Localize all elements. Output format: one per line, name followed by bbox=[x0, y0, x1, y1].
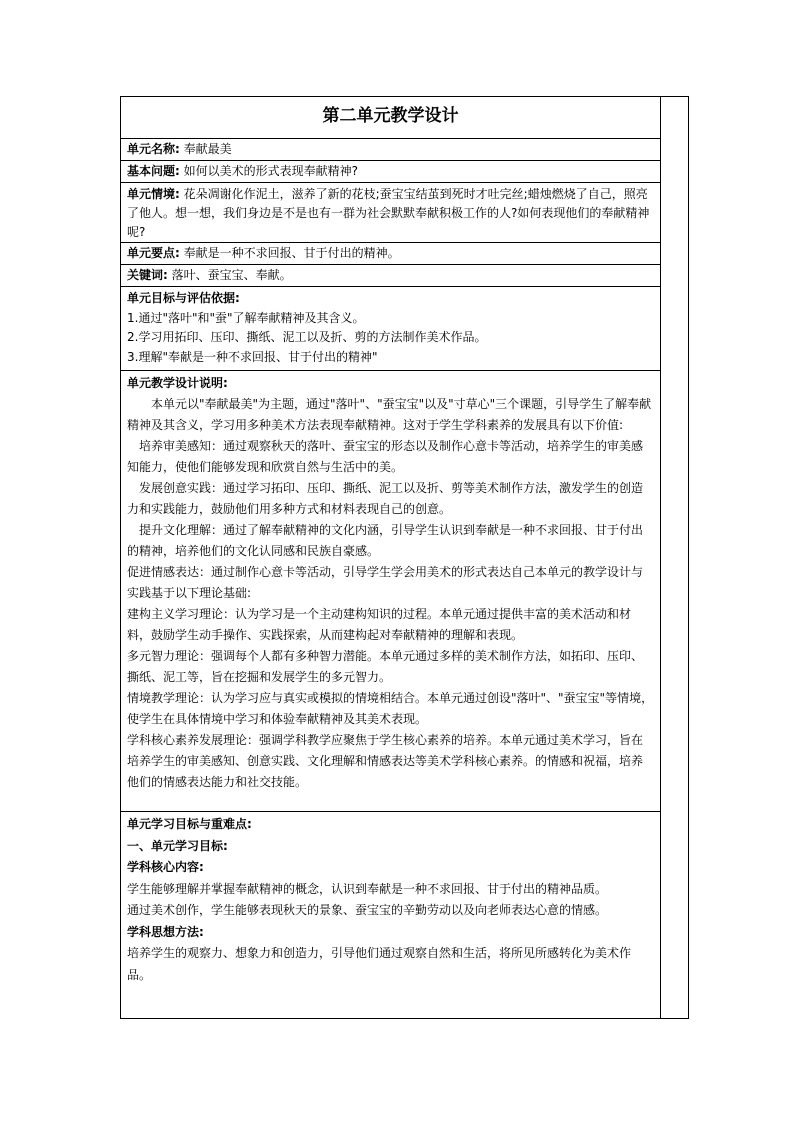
keywords-row bbox=[121, 265, 660, 287]
core-content-item: 通过美术创作，学生能够表现秋天的景象、蚕宝宝的辛勤劳动以及向老师表达心意的情感。 bbox=[127, 903, 608, 917]
table-main-column bbox=[121, 97, 660, 1024]
goal-item: 3.理解"奉献是一种不求回报、甘于付出的精神" bbox=[127, 349, 378, 364]
goals-heading: 单元目标与评估依据: bbox=[127, 291, 240, 305]
goals-row bbox=[121, 287, 660, 371]
core-content-label: 学科核心内容: bbox=[127, 860, 204, 874]
theory-paragraph: 情境教学理论：认为学习应与真实或模拟的情境相结合。本单元通过创设"落叶"、"蚕宝宝"等情境，使学生在具体情境中学习和体验奉献精神及其美术表现。 bbox=[127, 691, 654, 726]
basic-question-value: 如何以美术的形式表现奉献精神? bbox=[183, 164, 359, 178]
theory-paragraph: 促进情感表达：通过制作心意卡等活动，引导学生学会用美术的形式表达自己本单元的教学设计与实践基于以下理论基础: bbox=[127, 565, 644, 600]
basic-question-label: 基本问题: bbox=[127, 164, 180, 178]
keywords-value: 落叶、蚕宝宝、奉献。 bbox=[171, 268, 292, 282]
design-notes-row bbox=[121, 371, 660, 812]
design-notes-intro: 本单元以"奉献最美"为主题，通过"落叶"、"蚕宝宝"以及"寸草心"三个课题，引导学生了解奉献精神及其含义，学习用多种美术方法表现奉献精神。这对于学生学科素养的发展具有以下价值: bbox=[127, 397, 652, 432]
unit-context-row bbox=[121, 183, 660, 243]
basic-question-row bbox=[121, 161, 660, 183]
theory-paragraph: 多元智力理论：强调每个人都有多种智力潜能。本单元通过多样的美术制作方法，如拓印、压印、撕纸、泥工等，旨在挖掘和发展学生的多元智力。 bbox=[127, 649, 644, 684]
unit-name-value: 奉献最美 bbox=[183, 142, 232, 156]
unit-key-points-value: 奉献是一种不求回报、甘于付出的精神。 bbox=[183, 246, 400, 260]
unit-name-row bbox=[121, 139, 660, 161]
design-notes-heading: 单元教学设计说明: bbox=[127, 376, 228, 390]
learning-sub-heading: 一、单元学习目标: bbox=[127, 838, 228, 853]
value-paragraph: 培养审美感知：通过观察秋天的落叶、蚕宝宝的形态以及制作心意卡等活动，培养学生的审美感知能力，使他们能够发现和欣赏自然与生活中的美。 bbox=[127, 439, 644, 474]
unit-key-points-row bbox=[121, 243, 660, 265]
page-title: 第二单元教学设计 bbox=[121, 97, 660, 139]
lesson-plan-table bbox=[120, 96, 689, 1019]
unit-key-points-label: 单元要点: bbox=[127, 246, 180, 260]
theory-paragraph: 建构主义学习理论：认为学习是一个主动建构知识的过程。本单元通过提供丰富的美术活动和材料，鼓励学生动手操作、实践探索，从而建构起对奉献精神的理解和表现。 bbox=[127, 607, 632, 642]
goal-item: 1.通过"落叶"和"蚕"了解奉献精神及其含义。 bbox=[127, 310, 365, 325]
keywords-label: 关键词: bbox=[127, 268, 168, 282]
side-column-divider bbox=[660, 97, 661, 1018]
value-paragraph: 提升文化理解：通过了解奉献精神的文化内涵，引导学生认识到奉献是一种不求回报、甘于付出的精神，培养他们的文化认同感和民族自豪感。 bbox=[127, 523, 644, 558]
theory-paragraph: 学科核心素养发展理论：强调学科教学应聚焦于学生核心素养的培养。本单元通过美术学习，旨在培养学生的审美感知、创意实践、文化理解和情感表达等美术学科核心素养。的情感和祝福，培养他们的情感表达能力和社交技能。 bbox=[127, 733, 644, 789]
unit-context-value: 花朵凋谢化作泥土，滋养了新的花枝;蚕宝宝结茧到死时才吐完丝;蜡烛燃烧了自己，照亮了他人。想一想，我们身边是不是也有一群为社会默默奉献积极工作的人?如何表现他们的奉献精神呢? bbox=[127, 187, 650, 239]
goal-item: 2.学习用拓印、压印、撕纸、泥工以及折、剪的方法制作美术作品。 bbox=[127, 330, 487, 344]
unit-context-label: 单元情境: bbox=[127, 187, 180, 201]
core-content-item: 学生能够理解并掌握奉献精神的概念，认识到奉献是一种不求回报、甘于付出的精神品质。 bbox=[127, 881, 608, 896]
value-paragraph: 发展创意实践：通过学习拓印、压印、撕纸、泥工以及折、剪等美术制作方法，激发学生的创造力和实践能力，鼓励他们用多种方式和材料表现自己的创意。 bbox=[127, 481, 644, 516]
unit-name-label: 单元名称: bbox=[127, 142, 180, 156]
method-label: 学科思想方法: bbox=[127, 924, 204, 939]
method-item: 培养学生的观察力、想象力和创造力，引导他们通过观察自然和生活，将所见所感转化为美术作品。 bbox=[127, 946, 632, 982]
learning-heading: 单元学习目标与重难点: bbox=[127, 817, 252, 831]
learning-goals-row bbox=[121, 812, 660, 1024]
